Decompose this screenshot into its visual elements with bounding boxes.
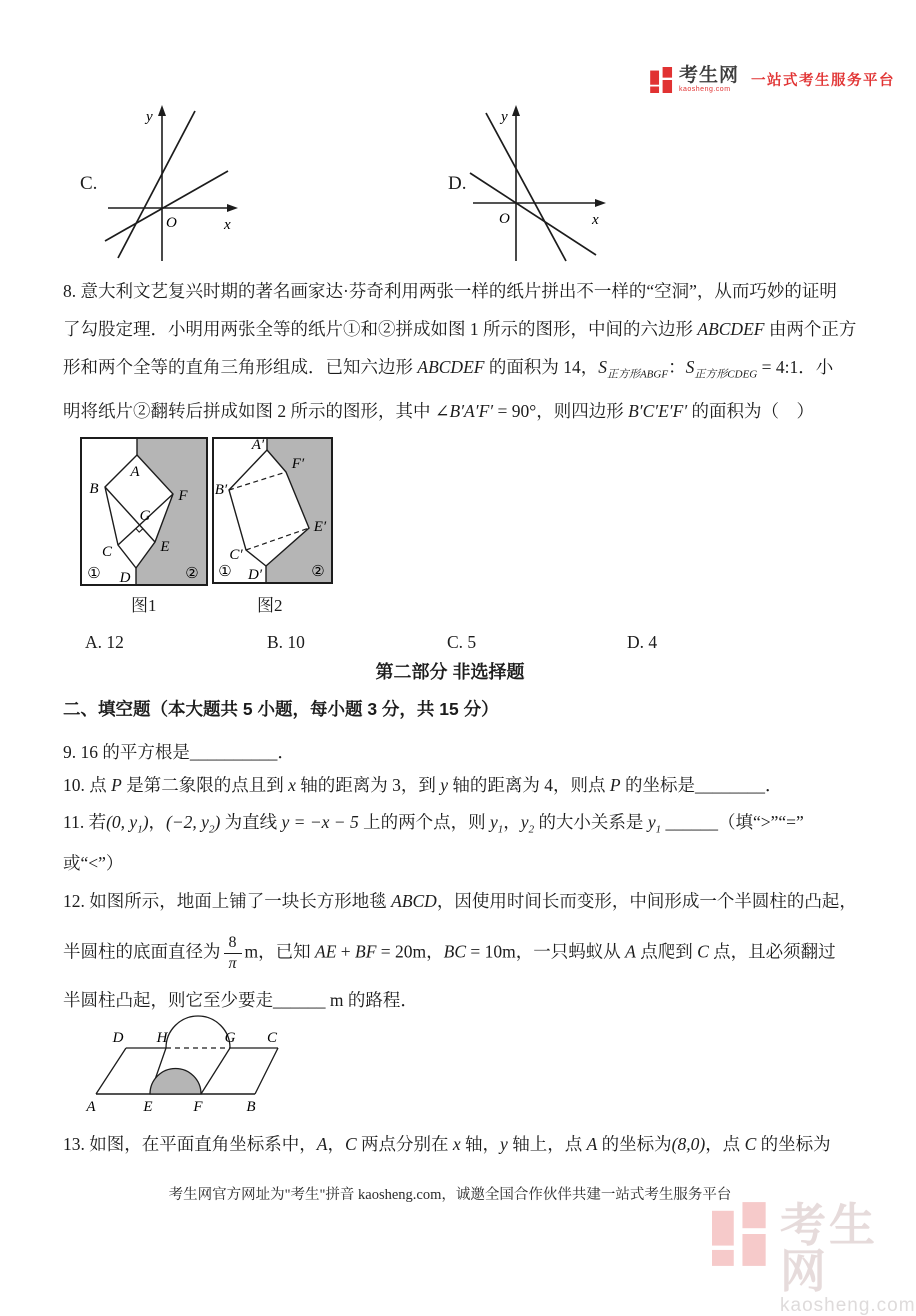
part-2-title: 第二部分 非选择题 — [375, 662, 525, 682]
q12-label-f: F — [193, 1099, 203, 1115]
watermark-brand: 考生网 — [780, 1199, 878, 1297]
q8-line-2: 了勾股定理．小明用两张全等的纸片①和②拼成如图 1 所示的图形，中间的六边形 ABCDEF 由两个正方 — [63, 319, 857, 339]
fig1-label-f: F — [178, 488, 188, 504]
fig1-label-e: E — [160, 539, 170, 555]
brand-tagline: 一站式考生服务平台 — [751, 73, 896, 89]
watermark-logo — [712, 1199, 916, 1316]
fig2-label-c: C′ — [229, 547, 243, 563]
q8-line-1: 8. 意大利文艺复兴时期的著名画家达·芬奇利用两张一样的纸片拼出不一样的“空洞”，从而巧妙的证明 — [63, 281, 837, 301]
q10-line: 10. 点 P 是第二象限的点且到 x 轴的距离为 3，到 y 轴的距离为 4，则点 P 的坐标是________． — [63, 775, 783, 795]
q8-option-d: D. 4 — [627, 632, 658, 652]
q12-label-g: G — [224, 1030, 236, 1046]
axis-label-y: y — [501, 109, 508, 125]
fig2-label-d: D′ — [247, 567, 263, 583]
q8-option-a: A. 12 — [85, 632, 124, 652]
option-c-graph-label: C. — [80, 173, 98, 194]
fig1-label-b: B — [89, 481, 99, 497]
axis-label-x: x — [224, 217, 231, 233]
q12-label-d: D — [112, 1030, 124, 1046]
q12-line-2: 半圆柱的底面直径为 $\frac{8}{\pi}$ m，已知 AE + BF = 20m，BC = 10m，一只蚂蚁从 A 点爬到 C 点，且必须翻过 — [63, 934, 836, 972]
origin-label: O — [499, 211, 510, 227]
kaosheng-logo-icon — [650, 67, 674, 93]
fig1-caption: 图1 — [131, 596, 157, 615]
q8-option-c: C. 5 — [447, 632, 477, 652]
fig2-label-e: E′ — [313, 519, 327, 535]
q12-label-e: E — [143, 1099, 153, 1115]
fig2-paper-2: ② — [311, 564, 325, 580]
option-c-graph — [100, 103, 240, 265]
fig2-caption: 图2 — [257, 596, 283, 615]
q8-line-3: 形和两个全等的直角三角形组成．已知六边形 ABCDEF 的面积为 14，$S_{正方形ABGF}$：$S_{正方形CDEG}$ = 4:1．小 — [63, 357, 834, 381]
axis-label-x: x — [592, 212, 599, 228]
q12-line-1: 12. 如图所示，地面上铺了一块长方形地毯 ABCD，因使用时间长而变形，中间形成一个半圆柱的凸起， — [63, 891, 857, 911]
footer-text: 考生网官方网址为"考生"拼音 kaosheng.com，诚邀全国合作伙伴共建一站式考生服务平台 — [168, 1187, 732, 1203]
fig1-label-a: A — [130, 464, 140, 480]
q11-line-2: 或“<”） — [63, 853, 124, 873]
origin-label: O — [166, 215, 177, 231]
q12-figure — [78, 1014, 306, 1116]
option-d-graph — [468, 103, 608, 265]
q12-label-a: A — [86, 1099, 96, 1115]
fig1-paper-2: ② — [185, 566, 199, 582]
fig2-label-f: F′ — [291, 456, 305, 472]
brand-domain: kaosheng.com — [679, 86, 731, 93]
site-logo — [650, 66, 895, 93]
q8-figure-2 — [212, 437, 333, 584]
brand-name: 考生网 — [679, 65, 740, 86]
fill-in-section-title: 二、填空题（本大题共 5 小题，每小题 3 分，共 15 分） — [63, 699, 499, 719]
q8-line-4: 明将纸片②翻转后拼成如图 2 所示的图形，其中 ∠B′A′F′ = 90°，则四边形 B′C′E′F′ 的面积为（ ） — [63, 401, 815, 421]
q12-label-c: C — [266, 1030, 278, 1046]
fig1-label-g: G — [139, 508, 151, 524]
fig2-label-a: A′ — [251, 437, 265, 453]
q12-label-b: B — [246, 1099, 256, 1115]
q8-figure-1 — [80, 437, 208, 586]
fig1-label-d: D — [119, 570, 131, 586]
q12-label-h: H — [156, 1030, 168, 1046]
watermark-domain: kaosheng.com — [780, 1295, 916, 1316]
axis-label-y: y — [146, 109, 153, 125]
q9-line: 9. 16 的平方根是__________． — [63, 742, 295, 762]
fig1-label-c: C — [101, 544, 113, 560]
fig1-paper-1: ① — [87, 566, 101, 582]
fig2-paper-1: ① — [218, 564, 232, 580]
q11-line-1: 11. 若(0, $y_1$)，(−2, $y_2$) 为直线 y = −x − 5 上的两个点，则 $y_1$，$y_2$ 的大小关系是 $y_1$ ______（填“>”“=” — [63, 812, 804, 836]
watermark-logo-icon — [712, 1202, 770, 1266]
q8-option-b: B. 10 — [267, 632, 305, 652]
option-d-graph-label: D. — [448, 173, 467, 194]
q12-line-3: 半圆柱凸起，则它至少要走______ m 的路程． — [63, 990, 418, 1010]
fig2-label-b: B′ — [214, 482, 228, 498]
q13-line: 13. 如图，在平面直角坐标系中，A，C 两点分别在 x 轴，y 轴上，点 A 的坐标为(8,0)，点 C 的坐标为 — [63, 1134, 831, 1154]
